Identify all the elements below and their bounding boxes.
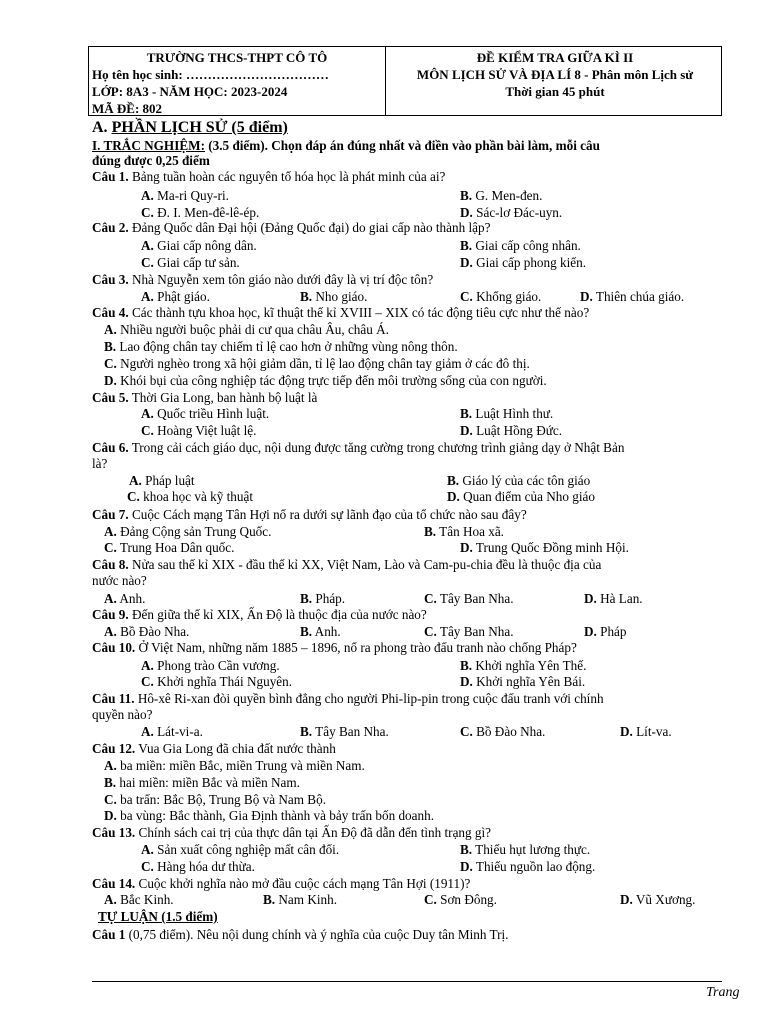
part1-label: I. TRẮC NGHIỆM:	[92, 138, 205, 153]
page-label: Trang	[706, 985, 740, 1000]
section-a-title	[92, 119, 768, 136]
footer-rule	[92, 981, 722, 982]
q5-option-d: D. Luật Hồng Đức.	[460, 423, 563, 438]
q4-option-b: B. Lao động chân tay chiếm tỉ lệ cao hơn ở những vùng nông thôn.	[104, 339, 458, 354]
question-8: Câu 8. Nửa sau thế kỉ XIX - đầu thế kỉ XX, Việt Nam, Lào và Cam-pu-chia đều là thuộc địa của	[92, 557, 602, 572]
part1-instruction-line2: đúng được 0,25 điểm	[92, 153, 210, 168]
q14-option-b: B. Nam Kinh.	[263, 892, 337, 907]
q8-option-a: A. Anh.	[104, 591, 146, 606]
exam-title: ĐỀ KIỂM TRA GIỮA KÌ II	[476, 50, 634, 65]
q13-option-d: D. Thiếu nguồn lao động.	[460, 859, 596, 874]
student-name-label: Họ tên học sinh: ……………………………	[92, 67, 329, 82]
question-6: Câu 6. Trong cải cách giáo dục, nội dung được tăng cường trong chương trình giảng dạy ở Nhật Bản	[92, 440, 625, 455]
question-text: Bảng tuần hoàn các nguyên tố hóa học là phát minh của ai?	[128, 169, 446, 184]
q12-option-a: A. ba miền: miền Bắc, miền Trung và miền Nam.	[104, 758, 365, 773]
question-14: Câu 14. Cuộc khởi nghĩa nào mở đầu cuộc cách mạng Tân Hợi (1911)?	[92, 876, 471, 891]
q1-option-d: D. Sác-lơ Đác-uyn.	[460, 205, 563, 220]
question-number: Câu 1.	[92, 169, 129, 184]
question-10: Câu 10. Ở Việt Nam, những năm 1885 – 1896, nổ ra phong trào đấu tranh nào chống Pháp?	[92, 640, 577, 655]
q12-option-c: C. ba trấn: Bắc Bộ, Trung Bộ và Nam Bộ.	[104, 792, 326, 807]
header-box	[88, 46, 722, 116]
section-a-prefix: A.	[92, 119, 112, 136]
q9-option-b: B. Anh.	[300, 624, 341, 639]
q10-option-b: B. Khởi nghĩa Yên Thế.	[460, 658, 587, 673]
q12-option-b: B. hai miền: miền Bắc và miền Nam.	[104, 775, 300, 790]
q10-option-c: C. Khởi nghĩa Thái Nguyên.	[141, 674, 293, 689]
question-11-cont: quyền nào?	[92, 707, 153, 722]
q12-option-d: D. ba vùng: Bắc thành, Gia Định thành và bảy trấn bốn doanh.	[104, 808, 434, 823]
essay-question-1	[92, 926, 768, 943]
q6-option-d: D. Quan điểm của Nho giáo	[447, 489, 595, 504]
q8-option-c: C. Tây Ban Nha.	[424, 591, 514, 606]
school-name: TRƯỜNG THCS-THPT CÔ TÔ	[146, 50, 328, 65]
part1-instr1: (3.5 điểm). Chọn đáp án đúng nhất và điền vào phần bài làm, mỗi câu	[204, 138, 600, 153]
q9-option-d: D. Pháp	[584, 624, 627, 639]
q8-option-b: B. Pháp.	[300, 591, 346, 606]
q7-option-a: A. Đảng Cộng sản Trung Quốc.	[104, 524, 272, 539]
question-4: Câu 4. Các thành tựu khoa học, kĩ thuật thế kỉ XVIII – XIX có tác động tiêu cực như thế nào?	[92, 305, 590, 320]
q7-option-c: C. Trung Hoa Dân quốc.	[104, 540, 235, 555]
q11-option-a: A. Lát-vi-a.	[141, 724, 203, 739]
question-3: Câu 3. Nhà Nguyễn xem tôn giáo nào dưới đây là vị trí độc tôn?	[92, 272, 434, 287]
q14-option-d: D. Vũ Xương.	[620, 892, 696, 907]
q3-option-b: B. Nho giáo.	[300, 289, 368, 304]
q1-option-b: B. G. Men-đen.	[460, 188, 543, 203]
question-11: Câu 11. Hô-xê Ri-xan đòi quyền bình đẳng cho người Phi-lip-pin trong cuộc đấu tranh với chính	[92, 691, 604, 706]
q14-option-c: C. Sơn Đông.	[424, 892, 497, 907]
q10-option-a: A. Phong trào Cần vương.	[141, 658, 280, 673]
exam-code: MÃ ĐỀ: 802	[92, 101, 163, 116]
q10-option-d: D. Khởi nghĩa Yên Bái.	[460, 674, 586, 689]
q3-option-c: C. Khổng giáo.	[460, 289, 542, 304]
class-year: LỚP: 8A3 - NĂM HỌC: 2023-2024	[92, 84, 288, 99]
q2-option-d: D. Giai cấp phong kiến.	[460, 255, 586, 270]
section-a-text: PHẦN LỊCH SỬ (5 điểm)	[111, 119, 288, 136]
q8-option-d: D. Hà Lan.	[584, 591, 643, 606]
question-6-cont: là?	[92, 456, 108, 471]
q3-option-a: A. Phật giáo.	[141, 289, 210, 304]
question-9: Câu 9. Đến giữa thế kỉ XIX, Ấn Độ là thuộc địa của nước nào?	[92, 607, 427, 622]
essay-text: (0,75 điểm). Nêu nội dung chính và ý nghĩa của cuộc Duy tân Minh Trị.	[125, 927, 509, 942]
q11-option-b: B. Tây Ban Nha.	[300, 724, 389, 739]
q6-option-c: C. khoa học và kỹ thuật	[127, 489, 253, 504]
q2-option-a: A. Giai cấp nông dân.	[141, 238, 257, 253]
question-8-cont: nước nào?	[92, 573, 147, 588]
q1-option-c: C. Đ. I. Men-đê-lê-ép.	[141, 205, 260, 220]
subject-title: MÔN LỊCH SỬ VÀ ĐỊA LÍ 8 - Phân môn Lịch sử	[416, 67, 694, 82]
q5-option-c: C. Hoàng Việt luật lệ.	[141, 423, 257, 438]
header-divider	[385, 47, 386, 115]
q1-option-a: A. Ma-ri Quy-ri.	[141, 188, 229, 203]
q7-option-b: B. Tân Hoa xã.	[424, 524, 504, 539]
header-right	[389, 49, 721, 100]
q7-option-d: D. Trung Quốc Đồng minh Hội.	[460, 540, 629, 555]
q4-option-a: A. Nhiều người buộc phải di cư qua châu Âu, châu Á.	[104, 322, 389, 337]
question-12: Câu 12. Vua Gia Long đã chia đất nước thành	[92, 741, 336, 756]
part2-title: TỰ LUẬN (1.5 điểm)	[98, 909, 218, 924]
q11-option-d: D. Lít-va.	[620, 724, 672, 739]
q4-option-d: D. Khói bụi của công nghiệp tác động trực tiếp đến môi trường sống của con người.	[104, 373, 547, 388]
q11-option-c: C. Bồ Đào Nha.	[460, 724, 546, 739]
q13-option-a: A. Sản xuất công nghiệp mất cân đối.	[141, 842, 340, 857]
question-13: Câu 13. Chính sách cai trị của thực dân tại Ấn Độ đã dẫn đến tình trạng gì?	[92, 825, 492, 840]
question-1	[92, 168, 768, 185]
q6-option-a: A. Pháp luật	[129, 473, 195, 488]
q3-option-d: D. Thiên chúa giáo.	[580, 289, 685, 304]
essay-number: Câu 1	[92, 927, 126, 942]
q14-option-a: A. Bắc Kinh.	[104, 892, 174, 907]
q6-option-b: B. Giáo lý của các tôn giáo	[447, 473, 591, 488]
exam-time: Thời gian 45 phút	[505, 84, 605, 99]
q4-option-c: C. Người nghèo trong xã hội giảm dần, tỉ lệ lao động chân tay giảm ở các đô thị.	[104, 356, 530, 371]
q13-option-b: B. Thiếu hụt lương thực.	[460, 842, 591, 857]
question-2: Câu 2. Đảng Quốc dân Đại hội (Đảng Quốc đại) do giai cấp nào thành lập?	[92, 220, 491, 235]
question-5: Câu 5. Thời Gia Long, ban hành bộ luật là	[92, 390, 318, 405]
q5-option-a: A. Quốc triều Hình luật.	[141, 406, 270, 421]
q2-option-c: C. Giai cấp tư sản.	[141, 255, 240, 270]
q13-option-c: C. Hàng hóa dư thừa.	[141, 859, 255, 874]
q9-option-a: A. Bồ Đào Nha.	[104, 624, 190, 639]
header-left	[92, 49, 382, 117]
q5-option-b: B. Luật Hình thư.	[460, 406, 554, 421]
q2-option-b: B. Giai cấp công nhân.	[460, 238, 581, 253]
q9-option-c: C. Tây Ban Nha.	[424, 624, 514, 639]
question-7: Câu 7. Cuộc Cách mạng Tân Hợi nổ ra dưới sự lãnh đạo của tổ chức nào sau đây?	[92, 507, 527, 522]
